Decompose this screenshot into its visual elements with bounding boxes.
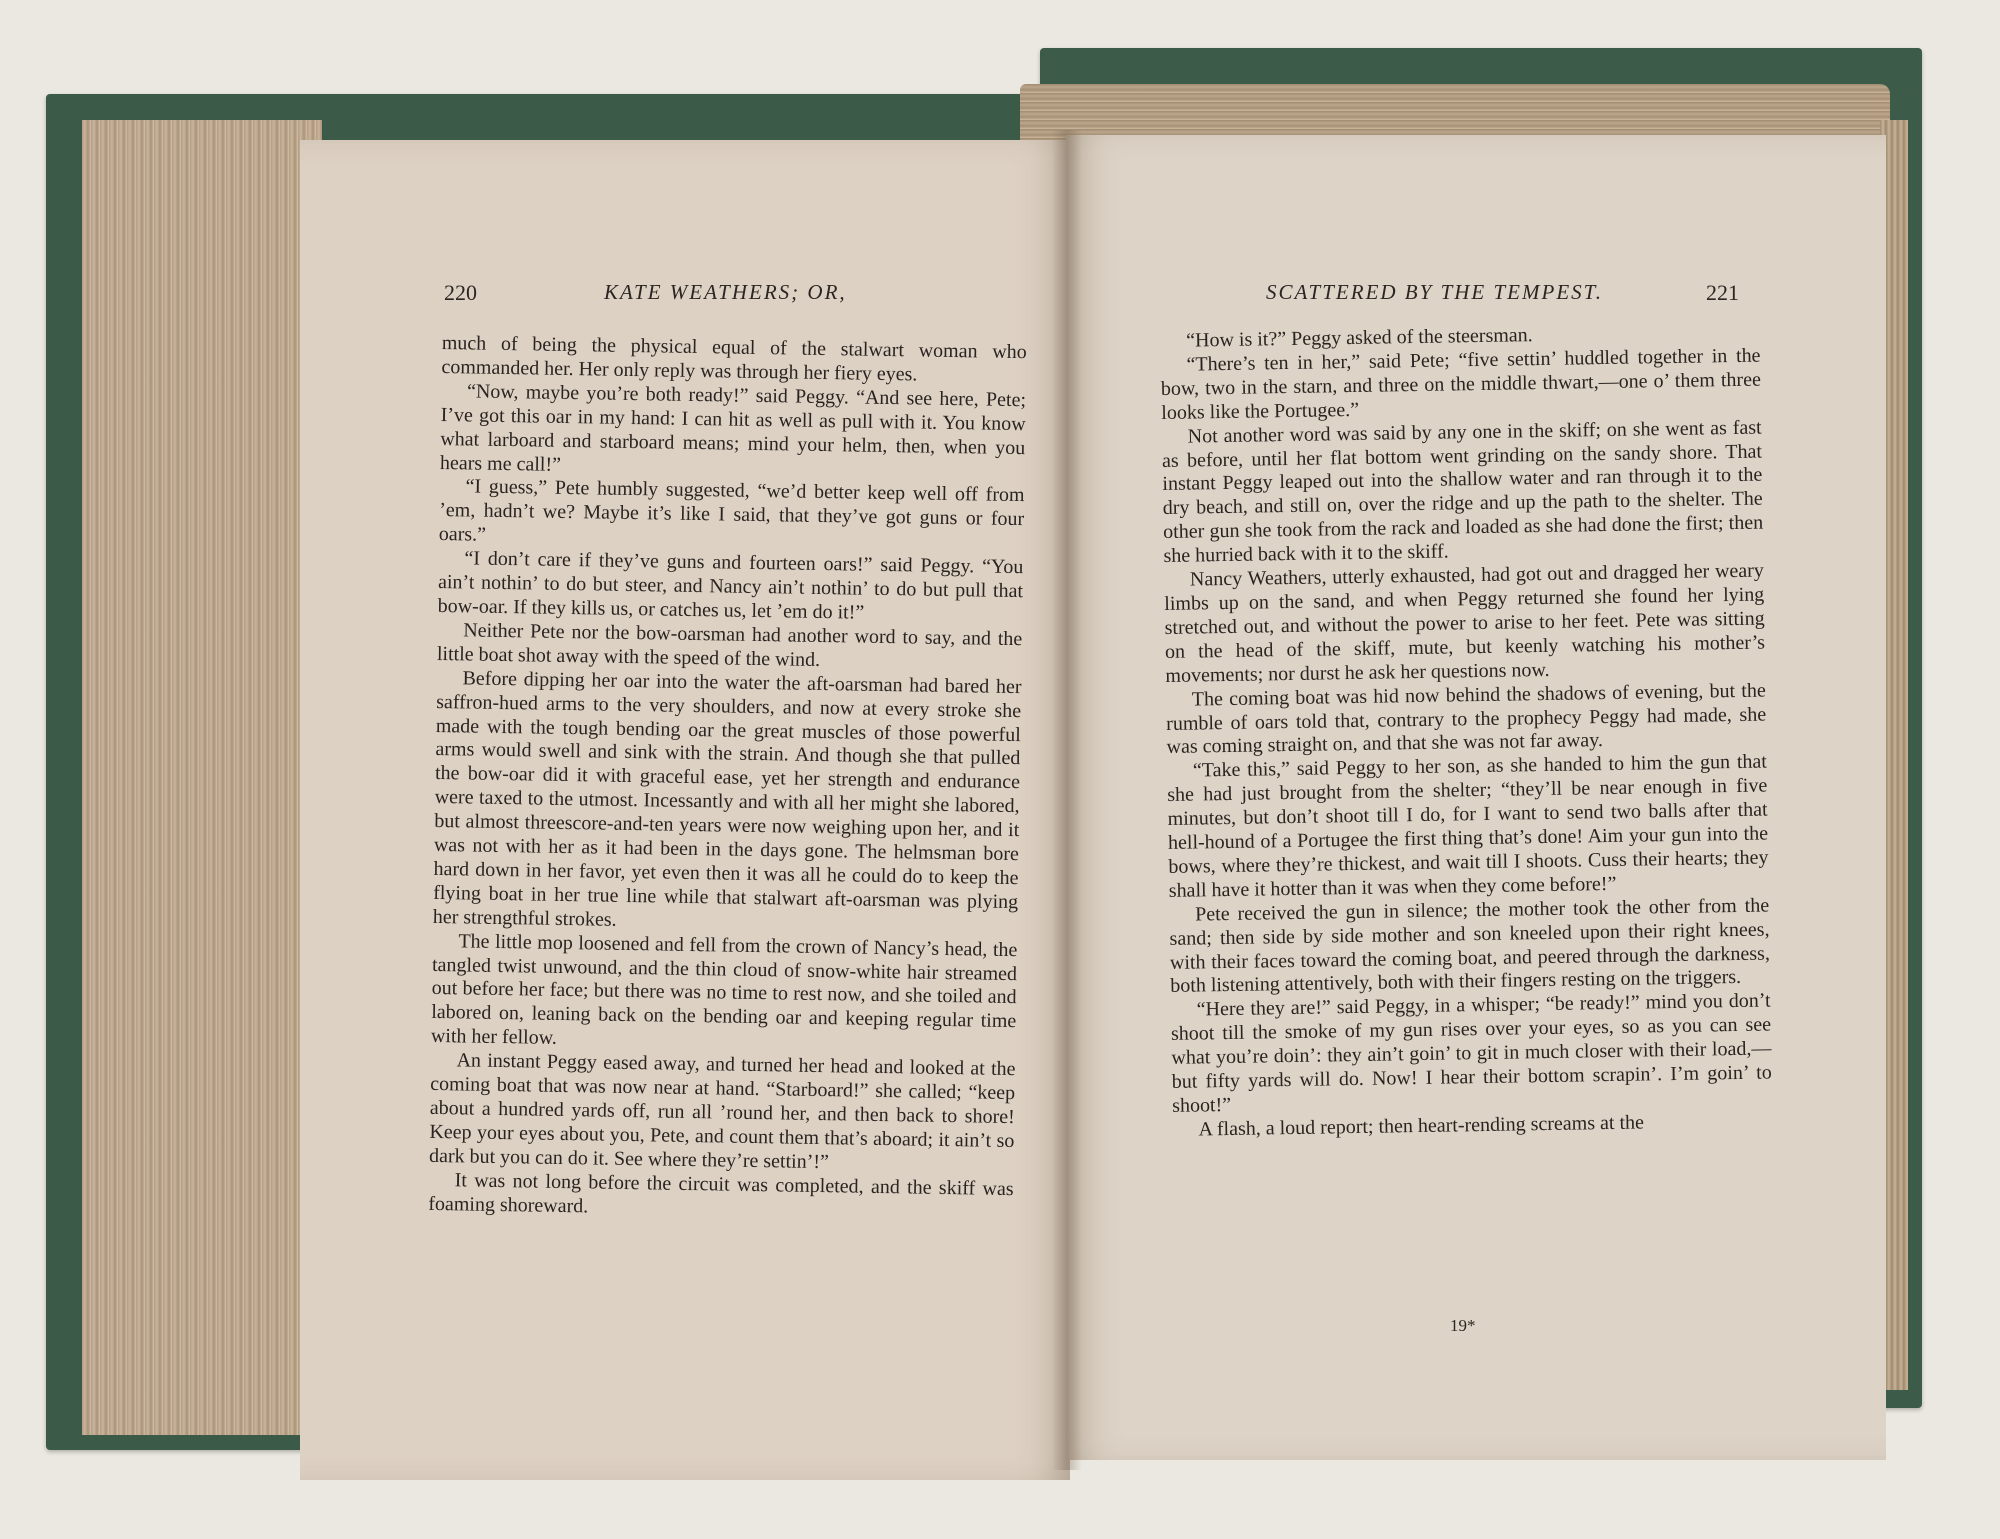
paragraph: Nancy Weathers, utterly exhausted, had got out and dragged her weary limbs up on the sand, and when Peggy returned she found her lying stretched out, and without the power to arise to her feet. Pete was sitting on the head of the skiff, mute, but keenly watching his mother’s movements; nor durst he ask her questions now. [1164, 559, 1766, 687]
paragraph: much of being the physical equal of the stalwart woman who commanded her. Her only reply was through her fiery eyes. [441, 332, 1027, 386]
right-running-head: SCATTERED BY THE TEMPEST. [1266, 280, 1604, 304]
right-page-number: 221 [1706, 280, 1739, 305]
paragraph: Not another word was said by any one in the skiff; on she went as fast as before, until her flat bottom went grinding on the sandy shore. That instant Peggy leaped out into the shallow water and ran through it to the dry beach, and still on, over the ridge and up the path to the shelter. The other gun she took from the rack and loaded as she had done the first; then she hurried back with it to the skiff. [1161, 416, 1764, 568]
paragraph: “How is it?” Peggy asked of the steersman. [1185, 324, 1533, 352]
paragraph: Before dipping her oar into the water the aft-oarsman had bared her saffron-hued arms to the very shoulders, and now at every stroke she made with the tough bending oar the great muscles of those powerful arms would swell and sink with the strain. And though she that pulled the bow-oar did it with graceful ease, yet her strength and endurance were taxed to the utmost. Incessantly and with all her might she labored, but almost threescore-and-ten years were now weighing upon her, and it was not with her as it had been in the days gone. The helmsman bore hard down in her favor, yet even then it was all he could do to keep the flying boat in her true line while that stalwart aft-oarsman was plying her strengthful strokes. [432, 667, 1022, 931]
paragraph: “Take this,” said Peggy to her son, as she handed to him the gun that she had just brought from the shelter; “they’ll be near enough in five minutes, but don’t shoot till I do, for I want to send two balls after that hell-hound of a Portugee the first thing that’s done! Aim your gun into the bows, where they’re thickest, and wait till I shoots. Cuss their hearts; they shall have it hotter than it was when they come before!” [1167, 750, 1769, 902]
paragraph: “Here they are!” said Peggy, in a whisper; “be ready!” mind you don’t shoot till the smoke of my gun rises over your eyes, so as you can see what you’re doin’: they ain’t goin’ to git in much closer with their load,—but fifty yards will do. Now! I hear their bottom scrapin’. I’m goin’ to shoot!” [1170, 989, 1772, 1117]
paragraph: Pete received the gun in silence; the mother took the other from the sand; then side by side mother and son kneeled upon their right knees, with their faces toward the coming boat, and peered through the darkness, both listening attentively, both with their fingers resting on the triggers. [1169, 894, 1771, 998]
paragraph: An instant Peggy eased away, and turned her head and looked at the coming boat that was now near at hand. “Starboard!” she called; “keep about a hundred yards off, run all ’round her, and then back to shore! Keep your eyes about you, Pete, and count them that’s aboard; it ain’t so dark but you can do it. See where they’re settin’!” [428, 1049, 1016, 1173]
left-page-number: 220 [444, 280, 477, 305]
left-page-text [428, 332, 1027, 1226]
paragraph: “There’s ten in her,” said Pete; “five settin’ huddled together in the bow, two in the starn, and three on the middle thwart,—one o’ them three looks like the Portugee.” [1160, 344, 1762, 424]
paragraph: “Now, maybe you’re both ready!” said Peggy. “And see here, Pete; I’ve got this oar in my hand: I can hit as well as pull with it. You know what larboard and starboard means; mind your helm, then, when you hears me call!” [439, 380, 1027, 476]
paragraph: It was not long before the circuit was completed, and the skiff was foaming shoreward. [428, 1169, 1014, 1218]
paragraph: “I guess,” Pete humbly suggested, “we’d better keep well off from ’em, hadn’t we? Maybe it’s like I said, that they’ve got guns or four oars.” [438, 475, 1025, 546]
left-page-edges [82, 120, 322, 1435]
paragraph: “I don’t care if they’ve guns and fourteen oars!” said Peggy. “You ain’t nothin’ to do but steer, and Nancy ain’t nothin’ to do but pull that bow-oar. If they kills us, or catches us, let ’em do it!” [437, 547, 1024, 624]
left-running-head: KATE WEATHERS; OR, [604, 280, 847, 304]
paragraph: The coming boat was hid now behind the shadows of evening, but the rumble of oars told that, contrary to the prophecy Peggy had made, she was coming straight on, and that she was not far away. [1166, 679, 1767, 759]
paragraph: The little mop loosened and fell from the crown of Nancy’s head, the tangled twist unwound, and the thin cloud of snow-white hair streamed out before her face; but there was no time to rest now, and she toiled and labored on, leaning back on the bending oar and keeping regular time with her fellow. [430, 929, 1018, 1050]
signature-mark: 19* [1450, 1316, 1476, 1335]
paragraph: Neither Pete nor the bow-oarsman had another word to say, and the little boat shot away with the speed of the wind. [436, 619, 1023, 671]
paragraph: A flash, a loud report; then heart-rending screams at the [1198, 1111, 1645, 1141]
right-page-text [1160, 321, 1773, 1143]
book-gutter [1052, 130, 1082, 1470]
